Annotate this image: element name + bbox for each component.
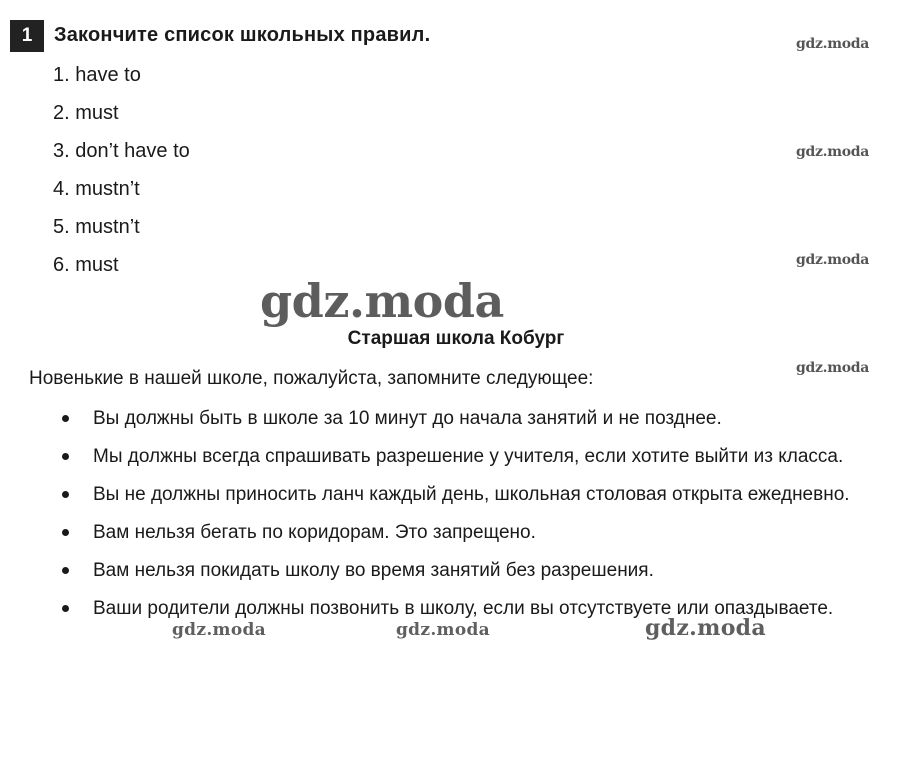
answer-list [53, 60, 190, 288]
answer-item: 4. mustn’t [53, 178, 140, 200]
bullet-icon [62, 529, 69, 536]
intro-text: Новенькие в нашей школе, пожалуйста, запомните следующее: [29, 368, 594, 389]
rules-list [62, 400, 884, 628]
bullet-icon [62, 453, 69, 460]
bullet-icon [62, 491, 69, 498]
watermark-small: gdz.moda [796, 144, 870, 160]
school-title: Старшая школа Кобург [347, 328, 565, 349]
rule-text: Мы должны всегда спрашивать разрешение у учителя, если хотите выйти из класса. [93, 446, 844, 467]
rule-text: Ваши родители должны позвонить в школу, если вы отсутствуете или опаздываете. [93, 598, 834, 619]
bullet-icon [62, 415, 69, 422]
rule-item [62, 552, 884, 590]
rule-text: Вы не должны приносить ланч каждый день, школьная столовая открыта ежедневно. [93, 484, 850, 505]
watermark-medium: gdz.moda [172, 620, 266, 640]
answer-item: 3. don’t have to [53, 140, 190, 162]
watermark-small: gdz.moda [796, 252, 870, 268]
watermark-large: gdz.moda [260, 274, 504, 328]
rule-item [62, 476, 884, 514]
task-title: Закончите список школьных правил. [54, 24, 431, 46]
rule-item [62, 514, 884, 552]
watermark-small: gdz.moda [796, 36, 870, 52]
rule-text: Вы должны быть в школе за 10 минут до начала занятий и не позднее. [93, 408, 722, 429]
answer-item: 5. mustn’t [53, 216, 140, 238]
rule-text: Вам нельзя бегать по коридорам. Это запрещено. [93, 522, 536, 543]
answer-item: 1. have to [53, 64, 141, 86]
answer-item: 2. must [53, 102, 119, 124]
task-number-badge: 1 [10, 20, 44, 52]
bullet-icon [62, 605, 69, 612]
rule-item [62, 438, 884, 476]
rule-text: Вам нельзя покидать школу во время занятий без разрешения. [93, 560, 654, 581]
bullet-icon [62, 567, 69, 574]
watermark-medium: gdz.moda [396, 620, 490, 640]
answer-item: 6. must [53, 254, 119, 276]
watermark-medium: gdz.moda [645, 615, 766, 641]
watermark-small: gdz.moda [796, 360, 870, 376]
rule-item [62, 400, 884, 438]
